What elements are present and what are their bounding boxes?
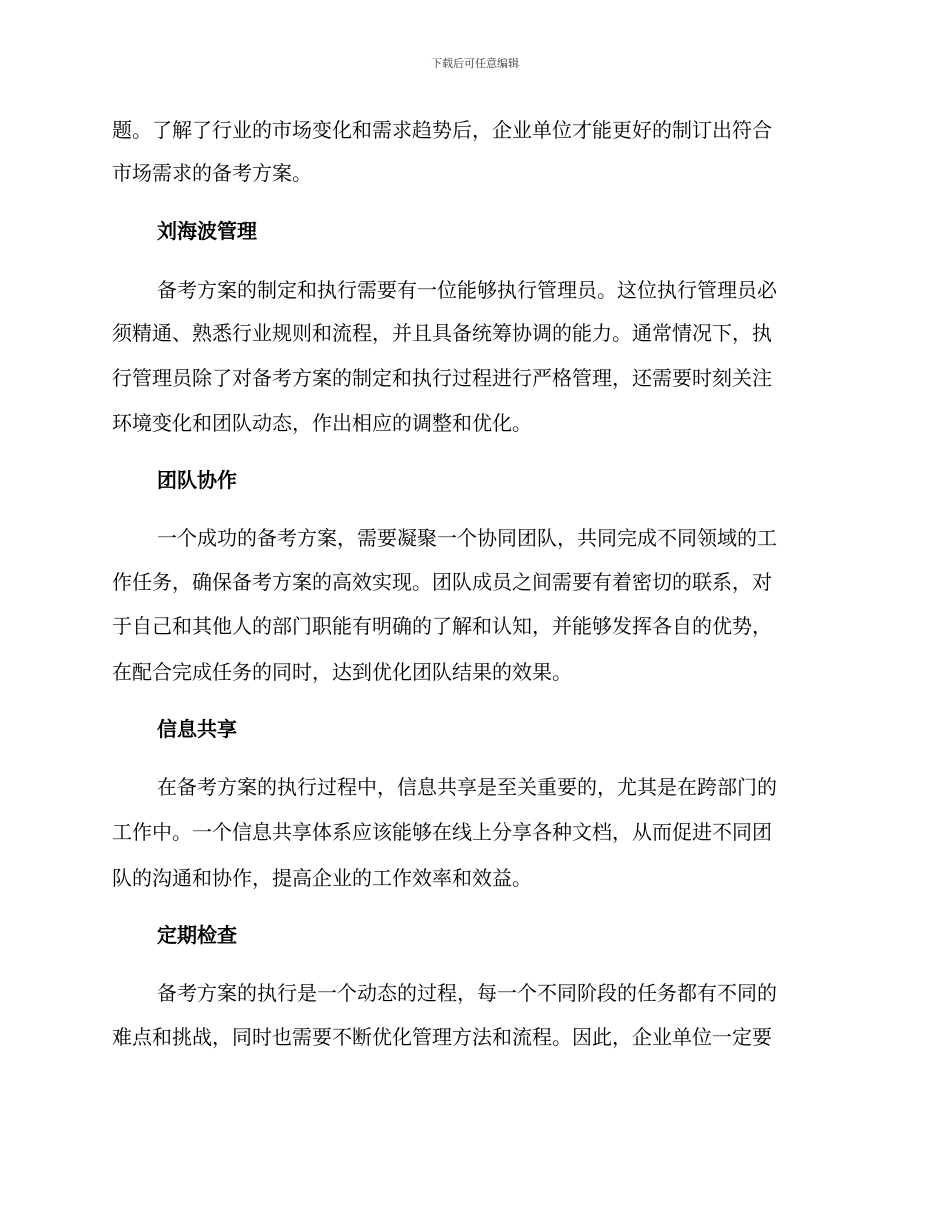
body-line: 在备考方案的执行过程中，信息共享是至关重要的，尤其是在跨部门的 bbox=[157, 775, 777, 799]
body-line: 题。了解了行业的市场变化和需求趋势后，企业单位才能更好的制订出符合 bbox=[112, 118, 772, 142]
body-line: 一个成功的备考方案，需要凝聚一个协同团队，共同完成不同领域的工 bbox=[157, 526, 777, 550]
body-line: 备考方案的制定和执行需要有一位能够执行管理员。这位执行管理员必 bbox=[157, 278, 777, 302]
body-line: 须精通、熟悉行业规则和流程，并且具备统筹协调的能力。通常情况下，执 bbox=[112, 321, 772, 345]
body-line: 备考方案的执行是一个动态的过程，每一个不同阶段的任务都有不同的 bbox=[157, 981, 777, 1005]
page-header: 下载后可任意编辑 bbox=[431, 57, 519, 70]
body-line: 队的沟通和协作，提高企业的工作效率和效益。 bbox=[112, 866, 532, 890]
body-line: 作任务，确保备考方案的高效实现。团队成员之间需要有着密切的联系，对 bbox=[112, 570, 772, 594]
body-line: 难点和挑战，同时也需要不断优化管理方法和流程。因此，企业单位一定要 bbox=[112, 1025, 772, 1049]
body-line: 环境变化和团队动态，作出相应的调整和优化。 bbox=[112, 411, 532, 435]
section-heading: 定期检查 bbox=[157, 923, 237, 947]
body-line: 市场需求的备考方案。 bbox=[112, 161, 312, 185]
body-line: 于自己和其他人的部门职能有明确的了解和认知，并能够发挥各自的优势， bbox=[112, 614, 772, 638]
section-heading: 信息共享 bbox=[157, 717, 237, 741]
body-line: 行管理员除了对备考方案的制定和执行过程进行严格管理，还需要时刻关注 bbox=[112, 366, 772, 390]
section-heading: 团队协作 bbox=[157, 468, 237, 492]
section-heading: 刘海波管理 bbox=[157, 219, 257, 243]
body-line: 在配合完成任务的同时，达到优化团队结果的效果。 bbox=[112, 660, 572, 684]
body-line: 工作中。一个信息共享体系应该能够在线上分享各种文档，从而促进不同团 bbox=[112, 820, 772, 844]
